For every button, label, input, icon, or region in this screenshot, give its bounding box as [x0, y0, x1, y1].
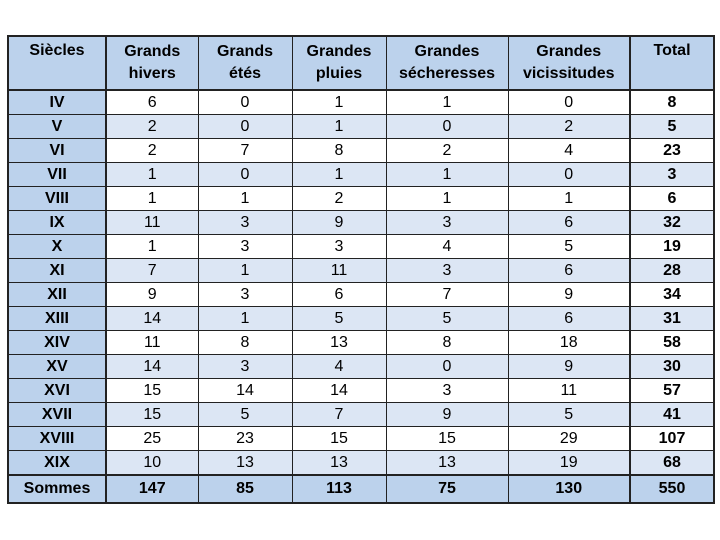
column-header [386, 36, 508, 90]
value-cell: 13 [292, 331, 386, 355]
column-header-line: Grands [124, 43, 181, 60]
value-cell: 11 [292, 259, 386, 283]
value-cell: 3 [198, 283, 292, 307]
value-cell: 8 [198, 331, 292, 355]
value-cell: 1 [292, 115, 386, 139]
value-cell: 5 [292, 307, 386, 331]
value-cell: 18 [508, 331, 630, 355]
value-cell: 14 [198, 379, 292, 403]
column-header-line: Total [653, 42, 691, 59]
table-row [8, 211, 714, 235]
value-cell: 13 [386, 451, 508, 476]
total-cell: 28 [630, 259, 714, 283]
value-cell: 5 [508, 403, 630, 427]
value-cell: 10 [106, 451, 198, 476]
sum-row [8, 475, 714, 503]
value-cell: 13 [292, 451, 386, 476]
century-cell: XIX [8, 451, 106, 476]
total-cell: 3 [630, 163, 714, 187]
total-cell: 41 [630, 403, 714, 427]
sum-cell: 147 [106, 475, 198, 503]
column-header [8, 36, 106, 90]
table-footer [8, 475, 714, 503]
column-header-line: Grands [216, 43, 273, 60]
value-cell: 1 [106, 235, 198, 259]
total-cell: 23 [630, 139, 714, 163]
total-cell: 57 [630, 379, 714, 403]
sum-cell: 130 [508, 475, 630, 503]
column-header-line: Grandes [414, 43, 480, 60]
sum-cell: 75 [386, 475, 508, 503]
column-header-line: Siècles [29, 42, 85, 59]
table-row [8, 163, 714, 187]
column-header-line: vicissitudes [522, 65, 615, 82]
century-cell: XVII [8, 403, 106, 427]
column-header-line: étés [228, 65, 262, 82]
value-cell: 3 [198, 355, 292, 379]
value-cell: 6 [292, 283, 386, 307]
header-row [8, 36, 714, 90]
century-cell: XV [8, 355, 106, 379]
century-cell: IV [8, 90, 106, 115]
value-cell: 0 [508, 163, 630, 187]
value-cell: 2 [292, 187, 386, 211]
value-cell: 2 [106, 139, 198, 163]
value-cell: 1 [292, 163, 386, 187]
value-cell: 23 [198, 427, 292, 451]
total-cell: 8 [630, 90, 714, 115]
century-cell: XIII [8, 307, 106, 331]
value-cell: 13 [198, 451, 292, 476]
total-cell: 30 [630, 355, 714, 379]
total-cell: 6 [630, 187, 714, 211]
column-header-line: sécheresses [398, 65, 496, 82]
value-cell: 1 [386, 90, 508, 115]
value-cell: 1 [508, 187, 630, 211]
century-cell: XVIII [8, 427, 106, 451]
table-row [8, 451, 714, 476]
value-cell: 25 [106, 427, 198, 451]
value-cell: 1 [386, 187, 508, 211]
value-cell: 3 [386, 379, 508, 403]
value-cell: 6 [508, 307, 630, 331]
column-header [198, 36, 292, 90]
value-cell: 11 [106, 331, 198, 355]
value-cell: 5 [386, 307, 508, 331]
value-cell: 11 [508, 379, 630, 403]
column-header-line: hivers [128, 65, 176, 82]
column-header [508, 36, 630, 90]
value-cell: 0 [508, 90, 630, 115]
value-cell: 14 [106, 307, 198, 331]
value-cell: 7 [386, 283, 508, 307]
column-header-line: Grandes [306, 43, 372, 60]
value-cell: 9 [292, 211, 386, 235]
century-cell: XII [8, 283, 106, 307]
value-cell: 9 [508, 283, 630, 307]
value-cell: 4 [292, 355, 386, 379]
value-cell: 19 [508, 451, 630, 476]
total-cell: 34 [630, 283, 714, 307]
total-cell: 19 [630, 235, 714, 259]
table-row [8, 259, 714, 283]
table-row [8, 331, 714, 355]
table-header [8, 36, 714, 90]
column-header [106, 36, 198, 90]
value-cell: 0 [198, 163, 292, 187]
value-cell: 6 [508, 259, 630, 283]
century-cell: V [8, 115, 106, 139]
value-cell: 0 [386, 115, 508, 139]
table-row [8, 403, 714, 427]
table-row [8, 427, 714, 451]
value-cell: 9 [508, 355, 630, 379]
century-cell: X [8, 235, 106, 259]
sum-label-cell: Sommes [8, 475, 106, 503]
table-row [8, 139, 714, 163]
value-cell: 3 [386, 259, 508, 283]
total-cell: 32 [630, 211, 714, 235]
total-cell: 5 [630, 115, 714, 139]
value-cell: 2 [508, 115, 630, 139]
century-cell: XIV [8, 331, 106, 355]
value-cell: 6 [106, 90, 198, 115]
table-row [8, 115, 714, 139]
table-row [8, 355, 714, 379]
value-cell: 15 [386, 427, 508, 451]
value-cell: 3 [386, 211, 508, 235]
value-cell: 1 [106, 187, 198, 211]
value-cell: 3 [198, 211, 292, 235]
value-cell: 14 [292, 379, 386, 403]
column-header-line: Grandes [536, 43, 602, 60]
value-cell: 0 [198, 115, 292, 139]
total-cell: 107 [630, 427, 714, 451]
table-body [8, 90, 714, 475]
value-cell: 2 [106, 115, 198, 139]
value-cell: 0 [198, 90, 292, 115]
value-cell: 0 [386, 355, 508, 379]
total-cell: 58 [630, 331, 714, 355]
value-cell: 3 [292, 235, 386, 259]
value-cell: 5 [198, 403, 292, 427]
value-cell: 3 [198, 235, 292, 259]
column-header [292, 36, 386, 90]
value-cell: 14 [106, 355, 198, 379]
value-cell: 5 [508, 235, 630, 259]
value-cell: 7 [292, 403, 386, 427]
value-cell: 9 [386, 403, 508, 427]
value-cell: 8 [386, 331, 508, 355]
value-cell: 1 [198, 307, 292, 331]
table-row [8, 379, 714, 403]
value-cell: 4 [386, 235, 508, 259]
value-cell: 9 [106, 283, 198, 307]
century-cell: VI [8, 139, 106, 163]
table-row [8, 307, 714, 331]
total-cell: 31 [630, 307, 714, 331]
value-cell: 1 [198, 187, 292, 211]
value-cell: 1 [198, 259, 292, 283]
value-cell: 1 [292, 90, 386, 115]
value-cell: 1 [106, 163, 198, 187]
century-cell: VII [8, 163, 106, 187]
sum-cell: 113 [292, 475, 386, 503]
value-cell: 15 [292, 427, 386, 451]
value-cell: 2 [386, 139, 508, 163]
value-cell: 1 [386, 163, 508, 187]
column-header [630, 36, 714, 90]
table-row [8, 90, 714, 115]
value-cell: 6 [508, 211, 630, 235]
value-cell: 29 [508, 427, 630, 451]
total-cell: 68 [630, 451, 714, 476]
century-cell: VIII [8, 187, 106, 211]
sum-cell: 550 [630, 475, 714, 503]
climate-table [7, 35, 715, 504]
table-row [8, 235, 714, 259]
value-cell: 7 [198, 139, 292, 163]
century-cell: IX [8, 211, 106, 235]
value-cell: 15 [106, 379, 198, 403]
value-cell: 4 [508, 139, 630, 163]
century-cell: XI [8, 259, 106, 283]
table-row [8, 283, 714, 307]
value-cell: 11 [106, 211, 198, 235]
century-cell: XVI [8, 379, 106, 403]
value-cell: 15 [106, 403, 198, 427]
column-header-line: pluies [315, 65, 363, 82]
value-cell: 7 [106, 259, 198, 283]
sum-cell: 85 [198, 475, 292, 503]
table-row [8, 187, 714, 211]
value-cell: 8 [292, 139, 386, 163]
